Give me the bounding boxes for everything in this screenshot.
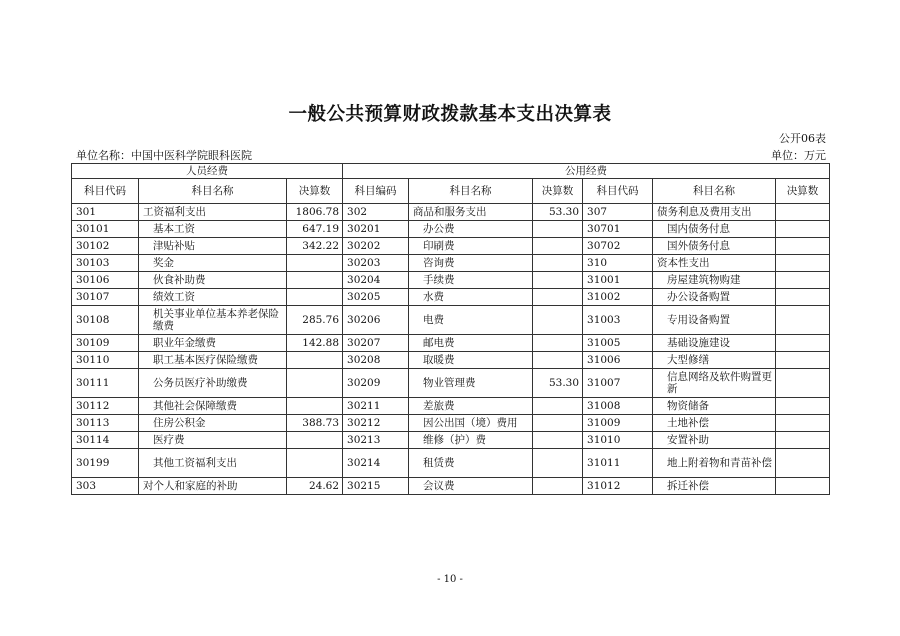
amount-cell (776, 415, 830, 432)
code-cell: 30206 (343, 306, 409, 335)
amount-cell (533, 478, 583, 495)
code-cell: 30214 (343, 449, 409, 478)
name-cell: 邮电费 (409, 335, 533, 352)
name-cell: 职工基本医疗保险缴费 (139, 352, 287, 369)
amount-cell (533, 272, 583, 289)
amount-cell (287, 432, 343, 449)
amount-cell (533, 238, 583, 255)
name-cell: 房屋建筑物购建 (653, 272, 776, 289)
amount-cell (533, 352, 583, 369)
name-cell: 物资储备 (653, 398, 776, 415)
name-cell: 其他工资福利支出 (139, 449, 287, 478)
table-row (72, 432, 830, 449)
code-cell: 30215 (343, 478, 409, 495)
name-cell: 基本工资 (139, 221, 287, 238)
code-cell: 30110 (72, 352, 139, 369)
column-header: 决算数 (776, 179, 830, 204)
name-cell: 拆迁补偿 (653, 478, 776, 495)
amount-cell (287, 398, 343, 415)
page-title: 一般公共预算财政拨款基本支出决算表 (288, 104, 612, 125)
amount-cell (776, 272, 830, 289)
name-cell: 地上附着物和青苗补偿 (653, 449, 776, 478)
code-cell: 30211 (343, 398, 409, 415)
unit-name-label: 单位名称：中国中医科学院眼科医院 (76, 149, 252, 162)
amount-cell (533, 432, 583, 449)
code-cell: 30702 (583, 238, 653, 255)
name-cell: 住房公积金 (139, 415, 287, 432)
name-cell: 电费 (409, 306, 533, 335)
code-cell: 30102 (72, 238, 139, 255)
amount-cell (287, 289, 343, 306)
code-cell: 30111 (72, 369, 139, 398)
code-cell: 31003 (583, 306, 653, 335)
amount-cell: 285.76 (287, 306, 343, 335)
table-row (72, 238, 830, 255)
code-cell: 30213 (343, 432, 409, 449)
amount-cell (776, 289, 830, 306)
name-cell: 安置补助 (653, 432, 776, 449)
table-row (72, 369, 830, 398)
name-cell: 职业年金缴费 (139, 335, 287, 352)
column-header: 决算数 (287, 179, 343, 204)
name-cell: 公务员医疗补助缴费 (139, 369, 287, 398)
code-cell: 30108 (72, 306, 139, 335)
name-cell: 工资福利支出 (139, 204, 287, 221)
amount-cell (533, 398, 583, 415)
code-cell: 30209 (343, 369, 409, 398)
amount-cell: 1806.78 (287, 204, 343, 221)
table-row (72, 289, 830, 306)
amount-cell (776, 369, 830, 398)
column-header: 科目名称 (409, 179, 533, 204)
code-cell: 31009 (583, 415, 653, 432)
column-header: 科目代码 (583, 179, 653, 204)
code-cell: 31007 (583, 369, 653, 398)
name-cell: 国外债务付息 (653, 238, 776, 255)
amount-cell (533, 221, 583, 238)
name-cell: 手续费 (409, 272, 533, 289)
amount-cell (776, 238, 830, 255)
code-cell: 31010 (583, 432, 653, 449)
code-cell: 31006 (583, 352, 653, 369)
amount-cell (776, 449, 830, 478)
column-header: 科目编码 (343, 179, 409, 204)
name-cell: 因公出国（境）费用 (409, 415, 533, 432)
amount-cell (287, 272, 343, 289)
amount-cell (776, 306, 830, 335)
code-cell: 30112 (72, 398, 139, 415)
name-cell: 奖金 (139, 255, 287, 272)
amount-cell (533, 255, 583, 272)
amount-cell: 342.22 (287, 238, 343, 255)
code-cell: 303 (72, 478, 139, 495)
amount-cell (287, 255, 343, 272)
amount-cell: 388.73 (287, 415, 343, 432)
table-row (72, 398, 830, 415)
table-row (72, 221, 830, 238)
code-cell: 30103 (72, 255, 139, 272)
code-cell: 31008 (583, 398, 653, 415)
amount-cell (533, 306, 583, 335)
name-cell: 取暖费 (409, 352, 533, 369)
table-row (72, 255, 830, 272)
table-row (72, 415, 830, 432)
code-cell: 307 (583, 204, 653, 221)
code-cell: 31012 (583, 478, 653, 495)
name-cell: 绩效工资 (139, 289, 287, 306)
table-row (72, 478, 830, 495)
code-cell: 30205 (343, 289, 409, 306)
amount-cell (776, 204, 830, 221)
name-cell: 信息网络及软件购置更新 (653, 369, 776, 398)
name-cell: 差旅费 (409, 398, 533, 415)
amount-cell: 53.30 (533, 204, 583, 221)
code-cell: 30207 (343, 335, 409, 352)
code-cell: 30109 (72, 335, 139, 352)
code-cell: 302 (343, 204, 409, 221)
code-cell: 30101 (72, 221, 139, 238)
personnel-group-header: 人员经费 (72, 164, 343, 179)
name-cell: 国内债务付息 (653, 221, 776, 238)
amount-cell (776, 432, 830, 449)
amount-cell (533, 289, 583, 306)
code-cell: 31001 (583, 272, 653, 289)
column-header: 决算数 (533, 179, 583, 204)
code-cell: 30204 (343, 272, 409, 289)
amount-cell (776, 398, 830, 415)
amount-cell: 142.88 (287, 335, 343, 352)
table-row (72, 272, 830, 289)
column-header: 科目名称 (139, 179, 287, 204)
table-row (72, 335, 830, 352)
code-cell: 30701 (583, 221, 653, 238)
name-cell: 专用设备购置 (653, 306, 776, 335)
amount-cell: 24.62 (287, 478, 343, 495)
name-cell: 会议费 (409, 478, 533, 495)
table-row (72, 352, 830, 369)
column-header: 科目代码 (72, 179, 139, 204)
name-cell: 资本性支出 (653, 255, 776, 272)
code-cell: 30208 (343, 352, 409, 369)
amount-cell (776, 478, 830, 495)
code-cell: 30201 (343, 221, 409, 238)
name-cell: 办公费 (409, 221, 533, 238)
code-cell: 30202 (343, 238, 409, 255)
budget-table (71, 163, 830, 495)
table-row (72, 306, 830, 335)
amount-cell (776, 352, 830, 369)
name-cell: 维修（护）费 (409, 432, 533, 449)
name-cell: 基础设施建设 (653, 335, 776, 352)
name-cell: 印刷费 (409, 238, 533, 255)
name-cell: 其他社会保障缴费 (139, 398, 287, 415)
name-cell: 津贴补贴 (139, 238, 287, 255)
page-number: - 10 - (437, 574, 463, 585)
table-row (72, 449, 830, 478)
code-cell: 30106 (72, 272, 139, 289)
amount-cell (533, 449, 583, 478)
code-cell: 310 (583, 255, 653, 272)
amount-cell (776, 335, 830, 352)
name-cell: 租赁费 (409, 449, 533, 478)
amount-cell (776, 221, 830, 238)
column-header-row (72, 179, 830, 204)
code-cell: 30107 (72, 289, 139, 306)
code-cell: 31005 (583, 335, 653, 352)
code-cell: 30212 (343, 415, 409, 432)
code-cell: 30114 (72, 432, 139, 449)
name-cell: 物业管理费 (409, 369, 533, 398)
name-cell: 水费 (409, 289, 533, 306)
code-cell: 30199 (72, 449, 139, 478)
amount-cell (776, 255, 830, 272)
amount-cell (287, 369, 343, 398)
amount-cell (533, 415, 583, 432)
name-cell: 机关事业单位基本养老保险缴费 (139, 306, 287, 335)
name-cell: 商品和服务支出 (409, 204, 533, 221)
name-cell: 土地补偿 (653, 415, 776, 432)
name-cell: 伙食补助费 (139, 272, 287, 289)
amount-cell (287, 352, 343, 369)
group-header-row (72, 164, 830, 179)
name-cell: 对个人和家庭的补助 (139, 478, 287, 495)
name-cell: 大型修缮 (653, 352, 776, 369)
table-row (72, 204, 830, 221)
code-cell: 31011 (583, 449, 653, 478)
code-cell: 30113 (72, 415, 139, 432)
currency-unit-label: 单位：万元 (771, 149, 826, 162)
amount-cell (287, 449, 343, 478)
code-cell: 31002 (583, 289, 653, 306)
code-cell: 30203 (343, 255, 409, 272)
public-group-header: 公用经费 (343, 164, 830, 179)
name-cell: 医疗费 (139, 432, 287, 449)
column-header: 科目名称 (653, 179, 776, 204)
code-cell: 301 (72, 204, 139, 221)
name-cell: 债务利息及费用支出 (653, 204, 776, 221)
amount-cell: 53.30 (533, 369, 583, 398)
form-number: 公开06表 (779, 132, 826, 145)
name-cell: 办公设备购置 (653, 289, 776, 306)
amount-cell (533, 335, 583, 352)
amount-cell: 647.19 (287, 221, 343, 238)
name-cell: 咨询费 (409, 255, 533, 272)
